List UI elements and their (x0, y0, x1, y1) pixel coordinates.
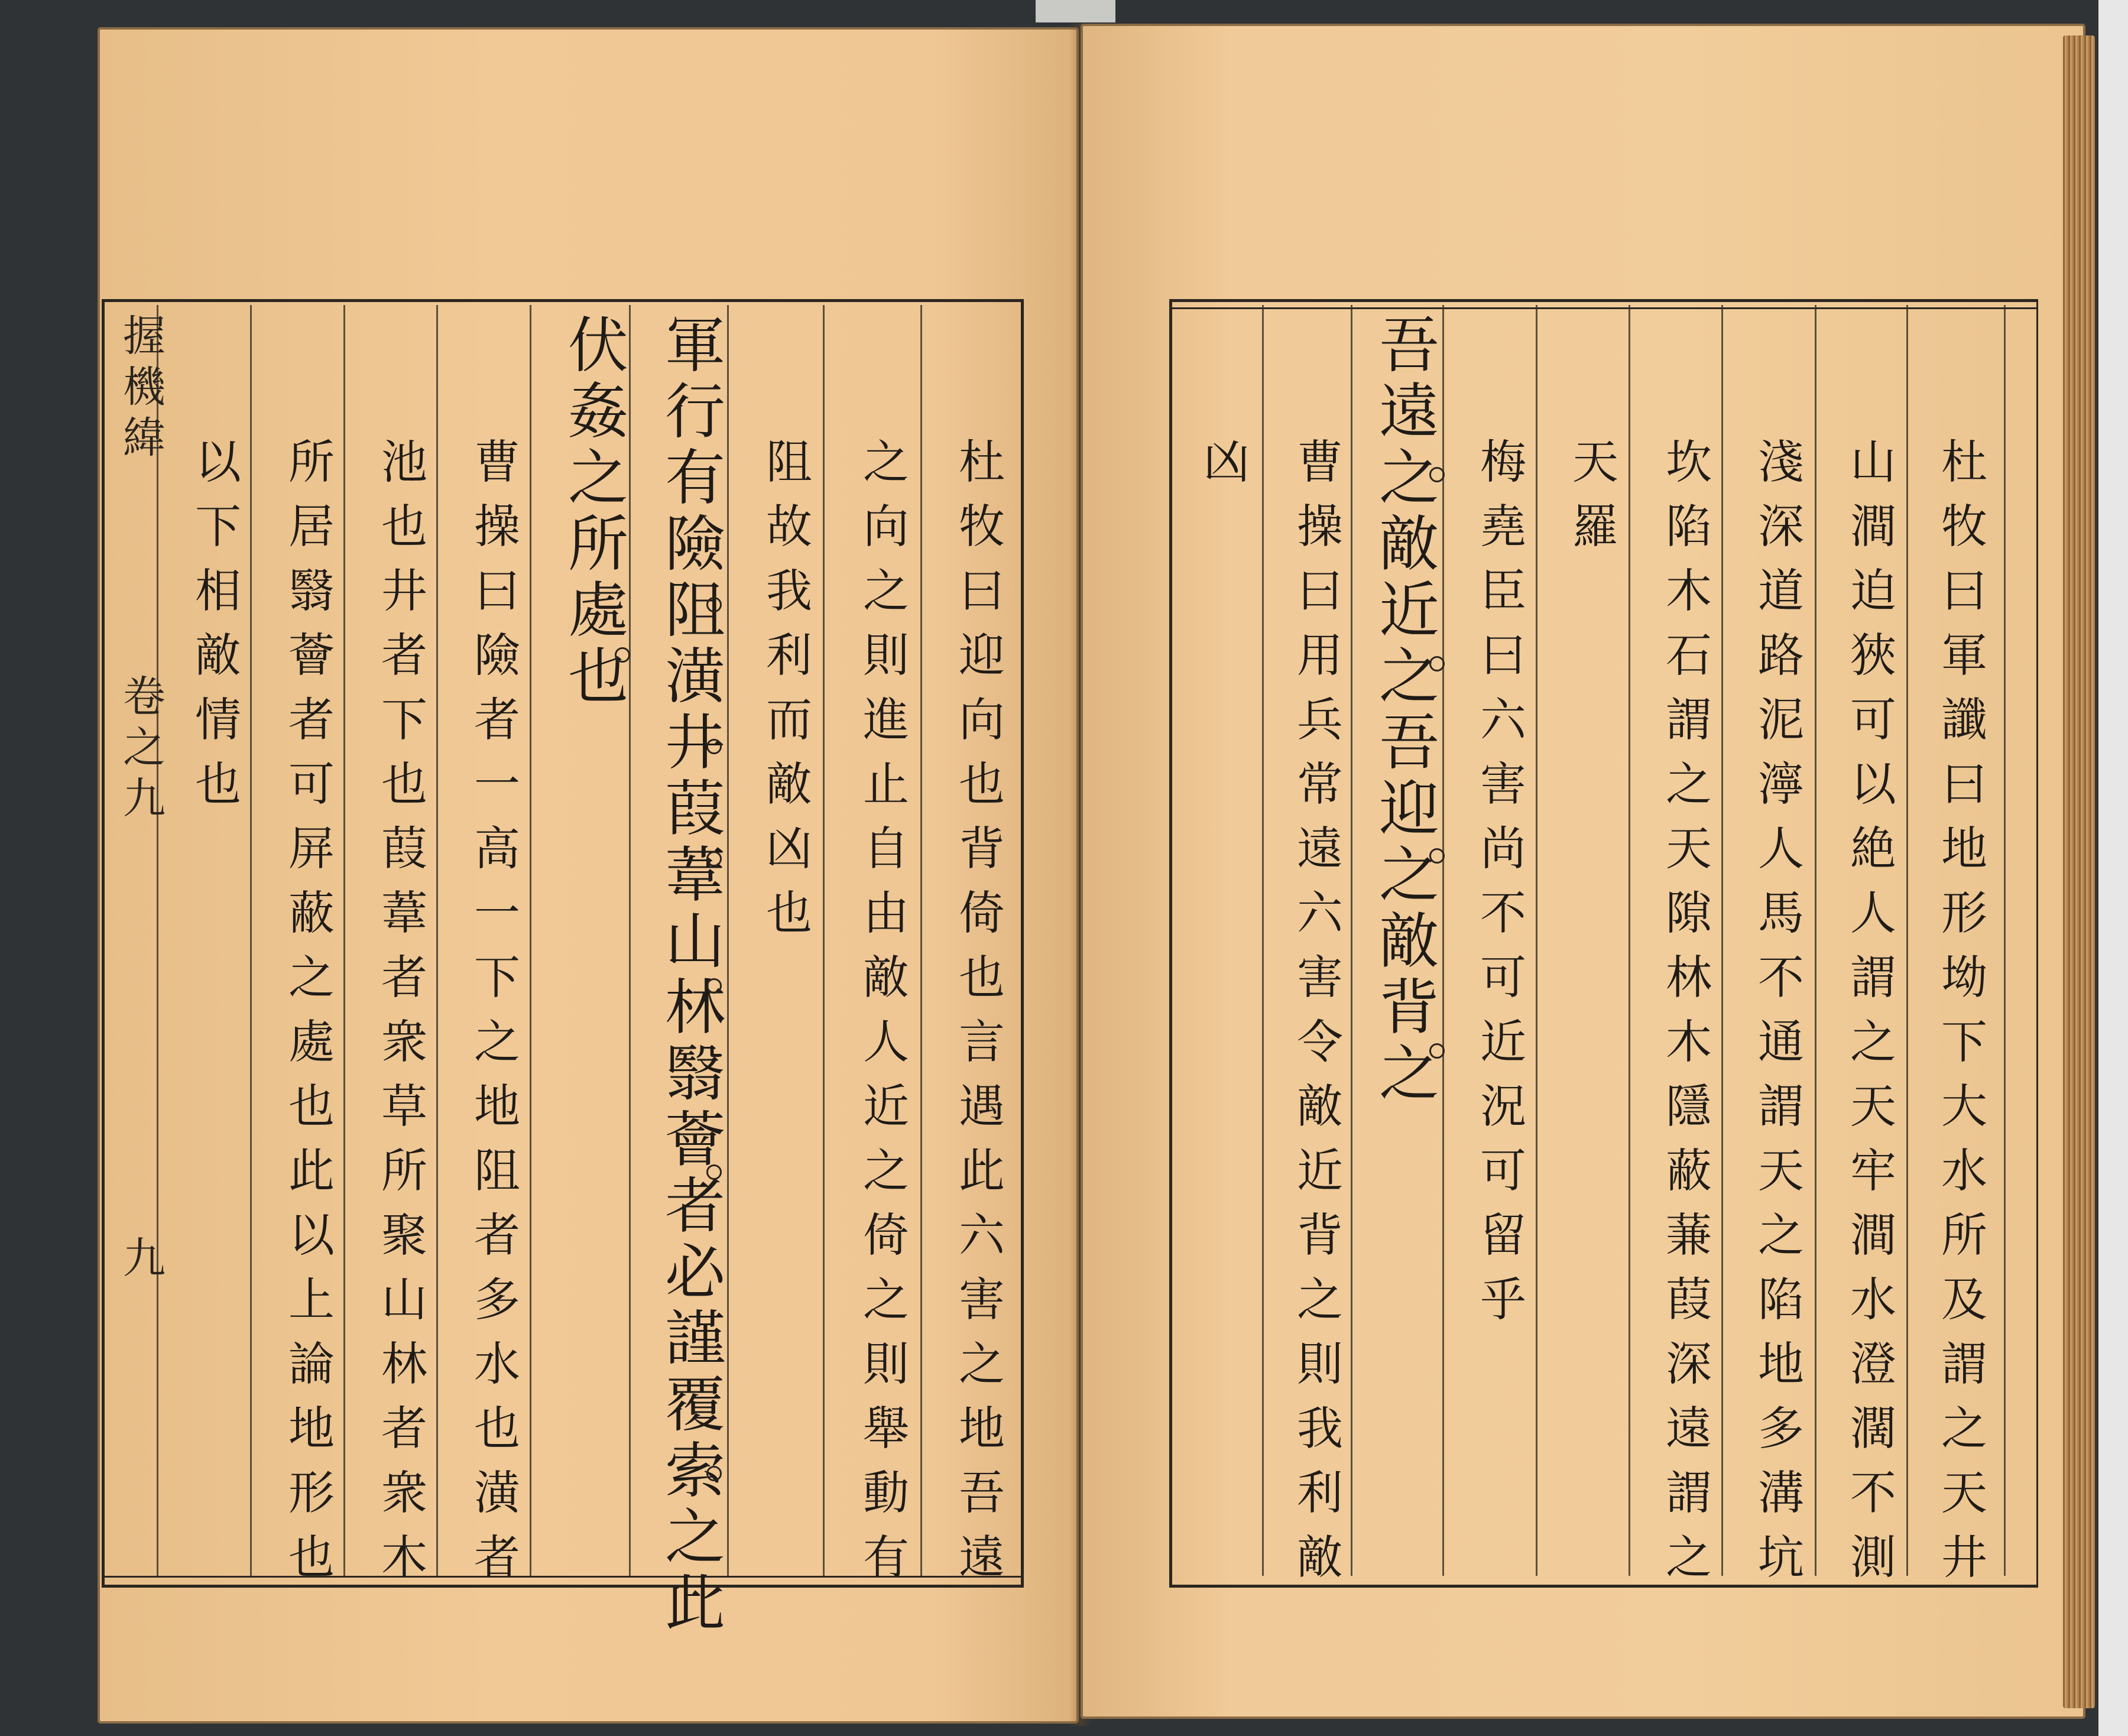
text-column: 坎陷木石謂之天隙林木隱蔽蒹葭深遠謂之 (1658, 437, 1711, 1597)
text-column: 之向之則進止自由敵人近之倚之則舉動有 (855, 437, 909, 1597)
text-column: 天羅 (1565, 437, 1618, 566)
scanner-background (2098, 0, 2128, 1736)
text-column-main: 吾遠之敵近之吾迎之敵背之 (1369, 313, 1439, 1108)
binding-tab (1036, 0, 1115, 22)
column-rule (1721, 305, 1723, 1576)
punctuation-mark (706, 597, 722, 612)
column-rule (1262, 305, 1264, 1576)
column-rule (436, 305, 438, 1576)
column-rule (250, 305, 252, 1576)
column-rule (530, 305, 531, 1576)
punctuation-mark (1429, 656, 1445, 671)
page-edges (2063, 35, 2095, 1708)
column-rule (1906, 305, 1908, 1576)
column-rule (1815, 305, 1816, 1576)
text-column: 以下相敵情也 (187, 437, 241, 824)
text-column: 杜牧曰軍讖曰地形坳下大水所及謂之天井 (1934, 437, 1987, 1597)
column-rule (157, 305, 158, 1576)
punctuation-mark (1429, 848, 1445, 864)
punctuation-mark (615, 647, 630, 663)
leaf-number: 九 (116, 1235, 166, 1286)
text-column: 梅堯臣曰六害尚不可近況可留乎 (1472, 437, 1526, 1339)
volume-label: 卷之九 (116, 674, 166, 826)
book-title: 握機緯 (116, 313, 166, 466)
text-column-main: 軍行有險阻潢井葭葦山林翳薈者必謹覆索之此 (655, 313, 725, 1637)
punctuation-mark (706, 851, 722, 867)
punctuation-mark (706, 978, 722, 994)
punctuation-mark (706, 739, 722, 754)
column-rule (2004, 305, 2006, 1576)
punctuation-mark (706, 1164, 722, 1180)
text-column: 阻故我利而敵凶也 (758, 437, 812, 953)
text-column: 山澗迫狹可以絶人謂之天牢澗水澄濶不測 (1842, 437, 1896, 1597)
text-column: 曹操曰險者一高一下之地阻者多水也潢者 (466, 437, 520, 1597)
punctuation-mark (1429, 1043, 1445, 1059)
column-rule (920, 305, 922, 1576)
column-rule (1629, 305, 1630, 1576)
punctuation-mark (1429, 467, 1445, 482)
column-rule (343, 305, 345, 1576)
text-column-main: 伏姦之所處也 (558, 313, 628, 710)
column-rule (1536, 305, 1537, 1576)
text-column: 所居翳薈者可屏蔽之處也此以上論地形也 (281, 437, 334, 1597)
column-rule (823, 305, 825, 1576)
punctuation-mark (706, 1466, 722, 1481)
column-rule (1351, 305, 1352, 1576)
text-column: 淺深道路泥濘人馬不通謂天之陷地多溝坑 (1750, 437, 1803, 1597)
text-column: 池也井者下也葭葦者衆草所聚山林者衆木 (374, 437, 427, 1597)
text-column: 杜牧曰迎向也背倚也言遇此六害之地吾遠 (951, 437, 1004, 1597)
text-column: 凶 (1196, 437, 1249, 502)
text-column: 曹操曰用兵常遠六害令敵近背之則我利敵 (1289, 437, 1342, 1597)
